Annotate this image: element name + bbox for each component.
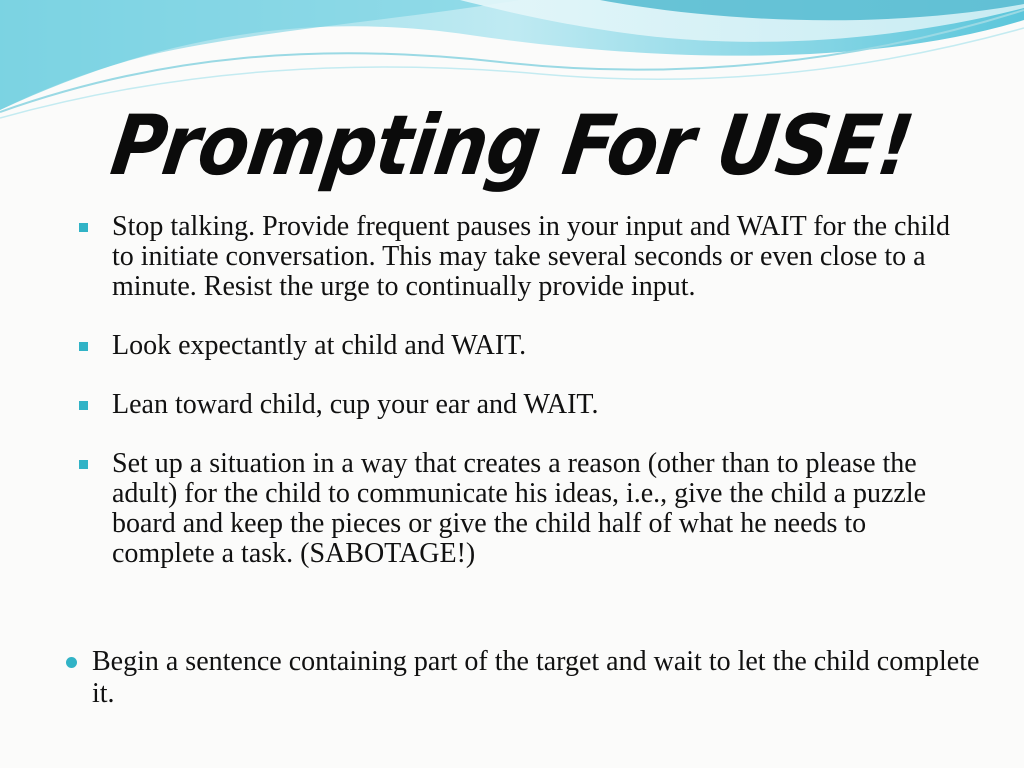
bullet-item [78, 212, 958, 302]
square-bullet-icon [79, 342, 88, 351]
bullet-text: Lean toward child, cup your ear and WAIT. [112, 389, 599, 420]
extra-bullet-text: Begin a sentence containing part of the target and wait to let the child complete it. [92, 646, 980, 709]
square-bullet-icon [79, 401, 88, 410]
slide-title: Prompting For USE! [105, 97, 919, 195]
square-bullet-icon [79, 223, 88, 232]
bullet-text: Look expectantly at child and WAIT. [112, 330, 527, 361]
bullet-item [78, 390, 958, 420]
bullet-item [78, 331, 958, 361]
bullet-text: Set up a situation in a way that creates a reason (other than to please the adult) for the child to communicate his ideas, i.e., give the child a puzzle board and keep the pieces or give the child half of what he needs to complete a task. (SABOTAGE!) [112, 448, 927, 569]
extra-bullet-item [62, 646, 992, 710]
square-bullet-icon [79, 460, 88, 469]
bullet-text: Stop talking. Provide frequent pauses in your input and WAIT for the child to initiate conversation. This may take several seconds or even close to a minute. Resist the urge to continually provide input. [112, 211, 951, 302]
bullet-list [78, 212, 958, 598]
round-bullet-icon [66, 657, 77, 668]
bullet-item [78, 449, 958, 569]
